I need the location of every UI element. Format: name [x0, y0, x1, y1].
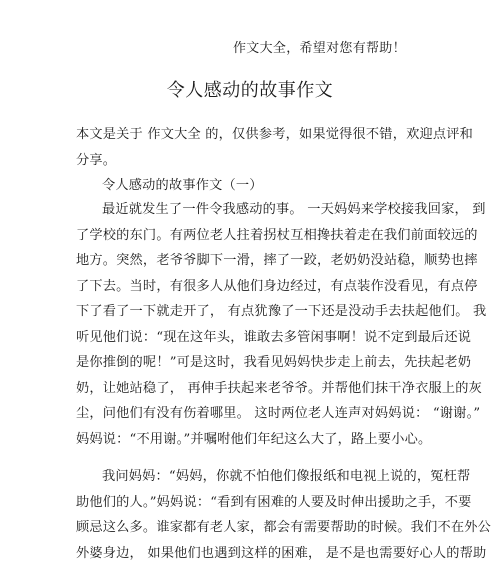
section-heading-block — [76, 173, 428, 199]
paragraph-line: 了下去。当时，有很多人从他们身边经过，有点装作没看见，有点停 — [76, 278, 478, 294]
paragraph-line: 外婆身边， 如果他们也遇到这样的困难， 是不是也需要好心人的帮助 — [76, 545, 487, 561]
paragraph-line: 最近就发生了一件令我感动的事。 一天妈妈来学校接我回家， 到 — [102, 202, 486, 217]
paragraph-line: 听见他们说：“现在这年头，谁敢去多管闲事啊！说不定到最后还说 — [76, 329, 472, 345]
header-note: 作文大全，希望对您有帮助！ — [233, 41, 406, 56]
intro-paragraph — [76, 122, 474, 173]
paragraph-1 — [76, 197, 487, 452]
intro-line: 本文是关于 作文大全 的，仅供参考，如果觉得很不错，欢迎点评和 — [76, 127, 474, 142]
paragraph-line: 地方。突然，老爷爷脚下一滑，摔了一跤，老奶奶没站稳，顺势也摔 — [76, 253, 478, 268]
section-heading: 令人感动的故事作文（一） — [102, 178, 263, 193]
paragraph-2 — [76, 464, 492, 566]
paragraph-line: 奶，让她站稳了， 再伸手扶起来老爷爷。并帮他们抹干净衣服上的灰 — [76, 380, 483, 396]
paragraph-line: 了学校的东门。有两位老人拄着拐杖互相搀扶着走在我们前面较远的 — [76, 227, 478, 243]
paragraph-line: 顾忌这么多。谁家都有老人家，都会有需要帮助的时候。我们不在外公 — [76, 520, 492, 535]
paragraph-line: 是你推倒的呢！”可是这时，我看见妈妈快步走上前去，先扶起老奶 — [76, 355, 472, 370]
intro-line: 分享。 — [76, 152, 117, 168]
paragraph-line: 妈妈说：“不用谢。”并嘱咐他们年纪这么大了，路上要小心。 — [76, 431, 432, 447]
paragraph-line: 助他们的人。”妈妈说：“看到有困难的人要及时伸出援助之手，不要 — [76, 494, 472, 510]
document-title: 令人感动的故事作文 — [166, 80, 334, 101]
paragraph-line: 尘，问他们有没有伤着哪里。 这时两位老人连声对妈妈说： “谢谢。” — [76, 406, 481, 421]
paragraph-line: 下了看了一下就走开了， 有点犹豫了一下还是没动手去扶起他们。 我 — [76, 304, 487, 319]
paragraph-line: 我问妈妈：“妈妈，你就不怕他们像报纸和电视上说的，冤枉帮 — [102, 469, 471, 484]
